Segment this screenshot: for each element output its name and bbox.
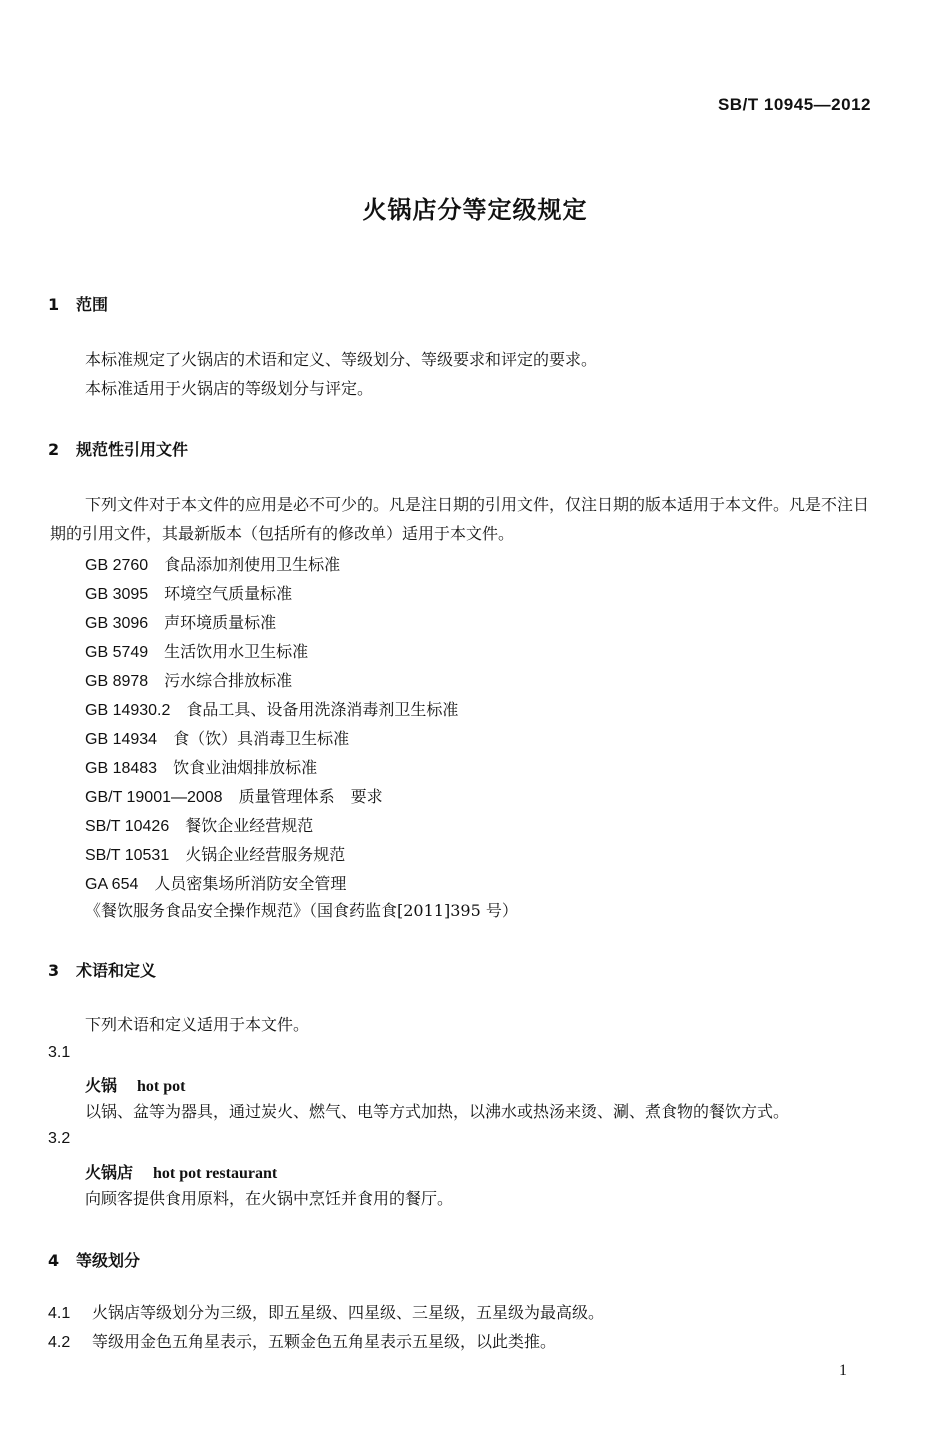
reference-item xyxy=(85,639,308,662)
ref-code: GB 5749 xyxy=(85,644,149,661)
ref-code: GB 3095 xyxy=(85,586,149,603)
section-number: 1 xyxy=(48,295,60,314)
ref-title: 火锅企业经营服务规范 xyxy=(185,845,346,864)
section-number: 4 xyxy=(48,1251,60,1270)
term-heading xyxy=(85,1073,185,1096)
ref-title: 餐饮企业经营规范 xyxy=(185,816,314,835)
ref-code: SB/T 10531 xyxy=(85,847,170,864)
ref-code: GB 14934 xyxy=(85,731,158,748)
section-title: 术语和定义 xyxy=(76,961,157,980)
ref-code: GB 14930.2 xyxy=(85,702,171,719)
reference-item xyxy=(85,813,313,836)
reference-item-extra: 《餐饮服务食品安全操作规范》（国食药监食[2011]395 号） xyxy=(85,901,518,920)
section-4-heading xyxy=(48,1248,140,1271)
reference-item xyxy=(85,610,276,633)
reference-item xyxy=(85,726,349,749)
paragraph: 下列术语和定义适用于本文件。 xyxy=(85,1015,310,1034)
clause-text: 火锅店等级划分为三级，即五星级、四星级、三星级，五星级为最高级。 xyxy=(92,1303,605,1322)
standard-code: SB/T 10945—2012 xyxy=(717,95,871,114)
reference-item xyxy=(85,871,346,894)
ref-title: 污水综合排放标准 xyxy=(164,671,293,690)
section-title: 等级划分 xyxy=(76,1251,141,1270)
clause xyxy=(48,1300,604,1323)
section-2-heading xyxy=(48,437,188,460)
section-number: 2 xyxy=(48,440,60,459)
clause-number: 4.1 xyxy=(48,1305,71,1322)
ref-code: SB/T 10426 xyxy=(85,818,170,835)
paragraph: 本标准规定了火锅店的术语和定义、等级划分、等级要求和评定的要求。 xyxy=(85,350,598,369)
section-title: 范围 xyxy=(76,295,109,314)
term-zh: 火锅 xyxy=(85,1076,118,1095)
ref-title: 声环境质量标准 xyxy=(164,613,277,632)
ref-title: 生活饮用水卫生标准 xyxy=(164,642,309,661)
ref-code: GB 3096 xyxy=(85,615,149,632)
reference-item xyxy=(85,668,292,691)
reference-item xyxy=(85,842,345,865)
clause xyxy=(48,1329,556,1352)
section-1-heading xyxy=(48,292,108,315)
term-number: 3.1 xyxy=(48,1044,71,1061)
ref-code: GB/T 19001—2008 xyxy=(85,789,223,806)
reference-item xyxy=(85,784,383,807)
clause-text: 等级用金色五角星表示，五颗金色五角星表示五星级，以此类推。 xyxy=(92,1332,557,1351)
ref-title: 环境空气质量标准 xyxy=(164,584,293,603)
ref-code: GA 654 xyxy=(85,876,139,893)
reference-item xyxy=(85,552,340,575)
ref-title: 食（饮）具消毒卫生标准 xyxy=(173,729,350,748)
term-zh: 火锅店 xyxy=(85,1163,134,1182)
paragraph: 下列文件对于本文件的应用是必不可少的。凡是注日期的引用文件，仅注日期的版本适用于本文件。凡是不注日期的引用文件，其最新版本（包括所有的修改单）适用于本文件。 xyxy=(50,495,870,543)
ref-title: 食品添加剂使用卫生标准 xyxy=(164,555,341,574)
ref-code: GB 8978 xyxy=(85,673,149,690)
page-number: 1 xyxy=(839,1362,847,1379)
reference-item xyxy=(85,697,458,720)
section-number: 3 xyxy=(48,961,60,980)
term-number: 3.2 xyxy=(48,1130,71,1147)
reference-item xyxy=(85,581,292,604)
term-definition: 向顾客提供食用原料，在火锅中烹饪并食用的餐厅。 xyxy=(85,1189,454,1208)
ref-title: 食品工具、设备用洗涤消毒剂卫生标准 xyxy=(186,700,459,719)
term-en: hot pot restaurant xyxy=(153,1165,278,1182)
term-definition: 以锅、盆等为器具，通过炭火、燃气、电等方式加热，以沸水或热汤来烫、涮、煮食物的餐饮方式。 xyxy=(85,1102,790,1121)
ref-title: 质量管理体系 要求 xyxy=(238,787,383,806)
ref-title: 饮食业油烟排放标准 xyxy=(173,758,318,777)
page-title: 火锅店分等定级规定 xyxy=(362,196,588,224)
term-en: hot pot xyxy=(137,1078,186,1095)
section-title: 规范性引用文件 xyxy=(76,440,189,459)
ref-code: GB 18483 xyxy=(85,760,158,777)
term-heading xyxy=(85,1160,277,1183)
reference-item xyxy=(85,755,317,778)
section-3-heading xyxy=(48,958,156,981)
ref-title: 人员密集场所消防安全管理 xyxy=(154,874,347,893)
paragraph: 本标准适用于火锅店的等级划分与评定。 xyxy=(85,379,374,398)
ref-code: GB 2760 xyxy=(85,557,149,574)
clause-number: 4.2 xyxy=(48,1334,71,1351)
